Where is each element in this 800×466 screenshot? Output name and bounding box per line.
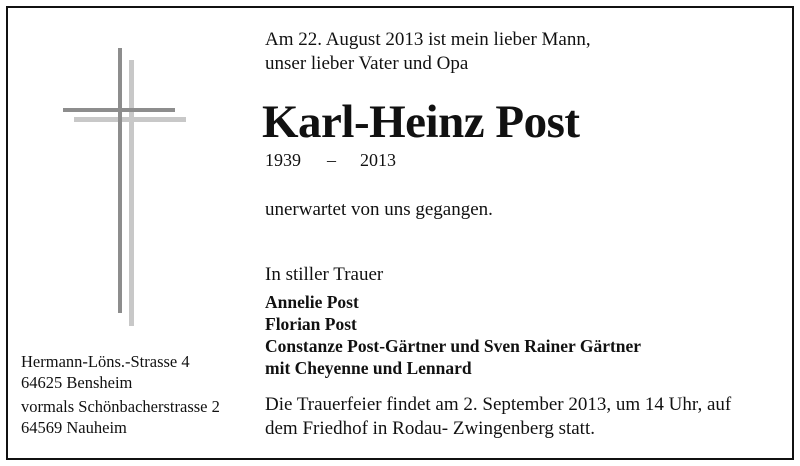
intro-line-1: Am 22. August 2013 ist mein lieber Mann, bbox=[265, 29, 591, 50]
former-street: vormals Schönbacherstrasse 2 bbox=[21, 397, 220, 416]
former-city: 64569 Nauheim bbox=[21, 418, 127, 437]
cross-icon bbox=[8, 8, 208, 338]
mourner-item: Florian Post bbox=[265, 314, 357, 334]
mourning-label: In stiller Trauer bbox=[265, 264, 384, 285]
mourner-item: mit Cheyenne und Lennard bbox=[265, 358, 472, 378]
mourner-item: Annelie Post bbox=[265, 292, 359, 312]
current-street: Hermann-Löns.-Strasse 4 bbox=[21, 352, 190, 371]
mourner-item: Constanze Post-Gärtner und Sven Rainer Gärtner bbox=[265, 336, 642, 356]
funeral-info bbox=[265, 393, 731, 441]
deceased-name: Karl-Heinz Post bbox=[262, 96, 580, 148]
funeral-line-2: dem Friedhof in Rodau- Zwingenberg statt. bbox=[265, 418, 595, 439]
birth-year: 1939 bbox=[265, 150, 301, 170]
intro-line-2: unser lieber Vater und Opa bbox=[265, 53, 469, 74]
year-dash: – bbox=[327, 150, 336, 170]
address-block bbox=[21, 351, 220, 438]
obituary-notice bbox=[6, 6, 794, 460]
passed-text: unerwartet von uns gegangen. bbox=[265, 199, 493, 220]
current-city: 64625 Bensheim bbox=[21, 373, 133, 392]
life-years bbox=[265, 150, 396, 171]
death-year: 2013 bbox=[360, 150, 396, 170]
mourners-list bbox=[265, 291, 641, 379]
intro-text bbox=[265, 28, 591, 76]
funeral-line-1: Die Trauerfeier findet am 2. September 2013, um 14 Uhr, auf bbox=[265, 394, 732, 415]
